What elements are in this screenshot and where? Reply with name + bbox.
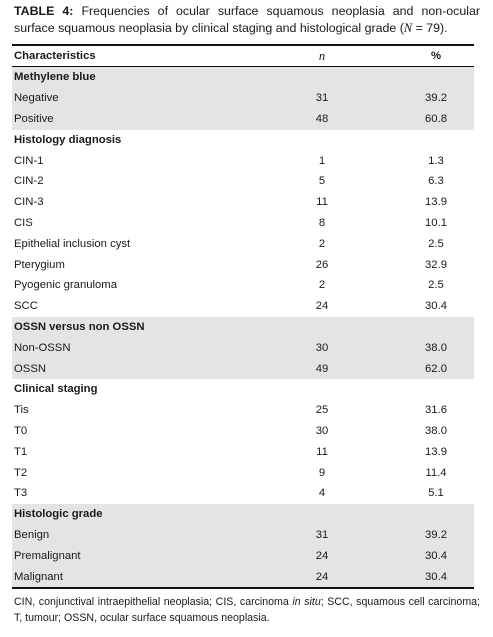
row-label: T2 — [14, 466, 28, 479]
row-label: T0 — [14, 425, 28, 437]
row-percent: 30.4 — [425, 570, 447, 583]
row-n: 9 — [318, 466, 326, 479]
row-n: 25 — [315, 404, 329, 417]
row-percent: 30.4 — [425, 549, 447, 562]
row-label: Negative — [14, 92, 59, 105]
row-percent: 62.0 — [425, 362, 447, 375]
table-row — [12, 338, 474, 359]
row-n: 30 — [315, 425, 329, 437]
row-n: 48 — [315, 113, 329, 125]
table-row — [12, 171, 474, 192]
table-bottom-rule — [12, 587, 474, 589]
table-row — [12, 255, 474, 276]
row-label: Non-OSSN — [14, 341, 71, 354]
row-label: Tis — [14, 404, 29, 417]
row-label: SCC — [14, 300, 38, 313]
row-label: Pyogenic granuloma — [14, 279, 117, 292]
row-n: 8 — [318, 217, 326, 229]
table-row — [12, 234, 474, 255]
row-n: 31 — [315, 92, 329, 105]
row-n: 31 — [315, 529, 329, 541]
table-row — [12, 567, 474, 588]
row-percent: 2.5 — [428, 237, 444, 250]
row-n: 26 — [315, 258, 329, 271]
table-row — [12, 88, 474, 109]
row-label: T1 — [14, 445, 28, 458]
table-row — [12, 442, 474, 463]
table-row — [12, 463, 474, 484]
row-percent: 60.8 — [425, 113, 447, 125]
row-percent: 32.9 — [425, 258, 447, 271]
row-n: 24 — [315, 549, 329, 562]
row-n: 11 — [316, 445, 328, 458]
row-percent: 13.9 — [425, 196, 447, 209]
row-percent: 31.6 — [425, 404, 447, 417]
table-row — [12, 151, 474, 172]
caption-text-end: = 79). — [412, 21, 448, 35]
footnote-text: CIN, conjunctival intraepithelial neoplasia; CIS, carcinoma — [14, 596, 293, 608]
row-label: Clinical staging — [14, 383, 98, 396]
section-row — [12, 67, 474, 88]
row-label: OSSN versus non OSSN — [14, 321, 145, 333]
table-row — [12, 192, 474, 213]
header-n: n — [318, 48, 326, 63]
table-footnote — [14, 595, 480, 626]
row-n: 49 — [315, 362, 329, 375]
footnote-italic: in situ — [292, 596, 321, 608]
table-row — [12, 213, 474, 234]
row-n: 24 — [315, 300, 329, 313]
row-label: Methylene blue — [14, 71, 96, 84]
row-label: CIN-3 — [14, 196, 44, 209]
table-row — [12, 359, 474, 380]
row-n: 24 — [315, 570, 329, 583]
row-label: Premalignant — [14, 549, 81, 562]
row-percent: 2.5 — [428, 279, 444, 292]
section-row — [12, 317, 474, 338]
header-characteristics: Characteristics — [14, 49, 96, 62]
footnote-text-end: ; SCC, squamous cell carcinoma; T, tumour; OSSN, ocular surface squamous neoplasia. — [14, 596, 480, 624]
caption-n-symbol: N — [403, 21, 413, 35]
table-row — [12, 483, 474, 504]
row-label: Histology diagnosis — [14, 133, 122, 146]
section-row — [12, 130, 474, 151]
row-label: OSSN — [14, 362, 47, 375]
table-row — [12, 546, 474, 567]
row-n: 5 — [318, 175, 326, 188]
table-row — [12, 296, 474, 317]
row-label: Benign — [14, 529, 50, 541]
row-n: 2 — [318, 237, 326, 250]
row-n: 30 — [315, 341, 329, 354]
row-label: CIS — [14, 217, 33, 229]
row-percent: 30.4 — [425, 300, 447, 313]
row-percent: 11.4 — [425, 466, 447, 479]
row-n: 2 — [318, 279, 326, 292]
row-label: T3 — [14, 487, 28, 500]
row-label: Malignant — [14, 570, 63, 583]
row-label: Epithelial inclusion cyst — [14, 237, 131, 250]
row-percent: 6.3 — [428, 175, 444, 188]
row-label: CIN-1 — [14, 154, 44, 167]
table-caption — [14, 3, 480, 37]
row-percent: 13.9 — [425, 445, 447, 458]
row-n: 1 — [318, 154, 326, 167]
table-row — [12, 109, 474, 130]
row-percent: 38.0 — [425, 341, 447, 354]
row-percent: 39.2 — [425, 529, 447, 541]
row-percent: 1.3 — [428, 154, 444, 167]
header-percent: % — [430, 49, 442, 62]
section-row — [12, 504, 474, 525]
row-n: 4 — [318, 487, 326, 500]
row-percent: 38.0 — [425, 425, 447, 437]
table-row — [12, 421, 474, 442]
row-percent: 5.1 — [428, 487, 444, 500]
row-label: Pterygium — [14, 258, 65, 271]
table-row — [12, 275, 474, 296]
table-header-row — [12, 46, 474, 67]
row-label: Histologic grade — [14, 508, 103, 521]
caption-text: Frequencies of ocular surface squamous neoplasia and non-ocular surface squamous neoplasia by clinical staging and histological grade ( — [14, 4, 481, 35]
row-label: Positive — [14, 113, 54, 125]
row-percent: 10.1 — [425, 217, 447, 229]
caption-label: TABLE 4: — [14, 4, 74, 18]
row-percent: 39.2 — [425, 92, 447, 105]
table-row — [12, 400, 474, 421]
row-n: 11 — [316, 196, 328, 209]
table-row — [12, 525, 474, 546]
row-label: CIN-2 — [14, 175, 44, 188]
section-row — [12, 379, 474, 400]
